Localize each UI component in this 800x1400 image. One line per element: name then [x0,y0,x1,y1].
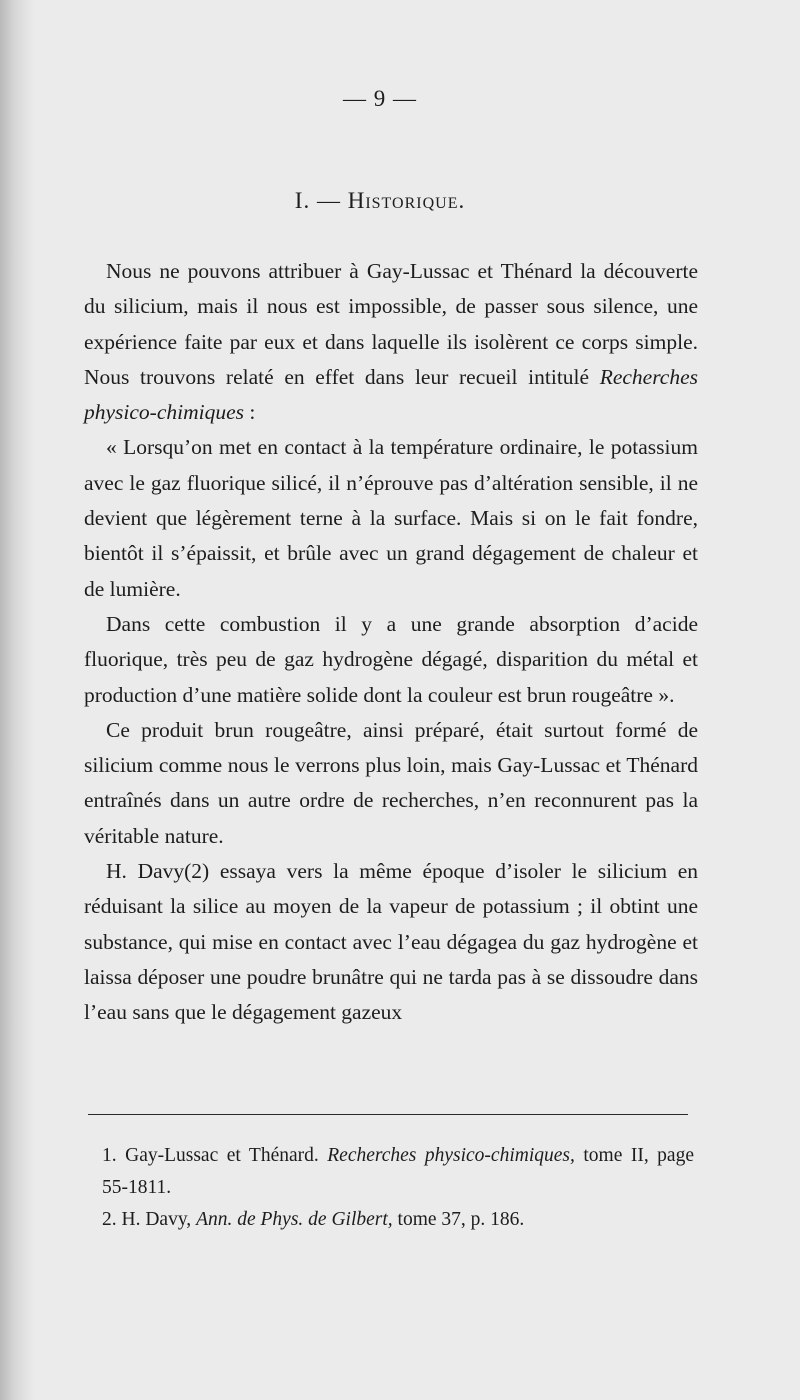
footnote-2-text: 2. H. Davy, [102,1209,197,1230]
paragraph-1-end: : [244,400,256,425]
footnote-2 [102,1204,694,1236]
page-number: — 9 — [343,86,417,111]
body-text [84,254,698,1031]
paragraph-4: Ce produit brun rougeâtre, ainsi préparé, était surtout formé de silicium comme nous le verrons plus loin, mais Gay-Lussac et Thénard entraînés dans un autre ordre de recherches, n’en reconnurent pas la véritable nature. [84,717,698,848]
footnote-1-title: Recherches physico-chimiques, [327,1145,575,1166]
paragraph-5: H. Davy(2) essaya vers la même époque d’isoler le silicium en réduisant la silice au moyen de la vapeur de potassium ; il obtint une substance, qui mise en contact avec l’eau dégagea du gaz hydrogène et laissa déposer une poudre brunâtre qui ne tarda pas à se dissoudre dans l’eau sans que le dégagement gazeux [84,859,698,1025]
footnote-1-text: 1. Gay-Lussac et Thénard. [102,1145,328,1166]
footnote-1-end: tome II, page 55-1811. [102,1145,694,1198]
paragraph-1 [84,254,698,430]
paragraph-1-text: Nous ne pouvons attribuer à Gay-Lussac et Thénard la découverte du silicium, mais il nous est impossible, de passer sous silence, une expérience faite par eux et dans laquelle ils isolèrent ce corps simple. Nous trouvons relaté en effet dans leur recueil intitulé [84,259,698,389]
paragraph-3: Dans cette combustion il y a une grande absorption d’acide fluorique, très peu de gaz hydrogène dégagé, disparition du métal et production d’une matière solide dont la couleur est brun rougeâtre ». [84,611,698,707]
section-numeral: I. — [294,188,341,213]
footnotes [102,1140,694,1236]
footnote-divider [88,1114,688,1115]
footnote-1 [102,1140,694,1204]
paragraph-2: « Lorsqu’on met en contact à la température ordinaire, le potassium avec le gaz fluorique silicé, il n’éprouve pas d’altération sensible, il ne devient que légèrement terne à la surface. Mais si on le fait fondre, bientôt il s’épaissit, et brûle avec un grand dégagement de chaleur et de lumière. [84,435,698,601]
footnote-2-title: Ann. de Phys. de Gilbert, [196,1209,393,1230]
footnote-2-end: tome 37, p. 186. [392,1209,525,1230]
section-heading [0,188,760,214]
book-title: Recherches physico-chimiques [84,364,698,425]
section-title: Historique. [347,188,466,213]
